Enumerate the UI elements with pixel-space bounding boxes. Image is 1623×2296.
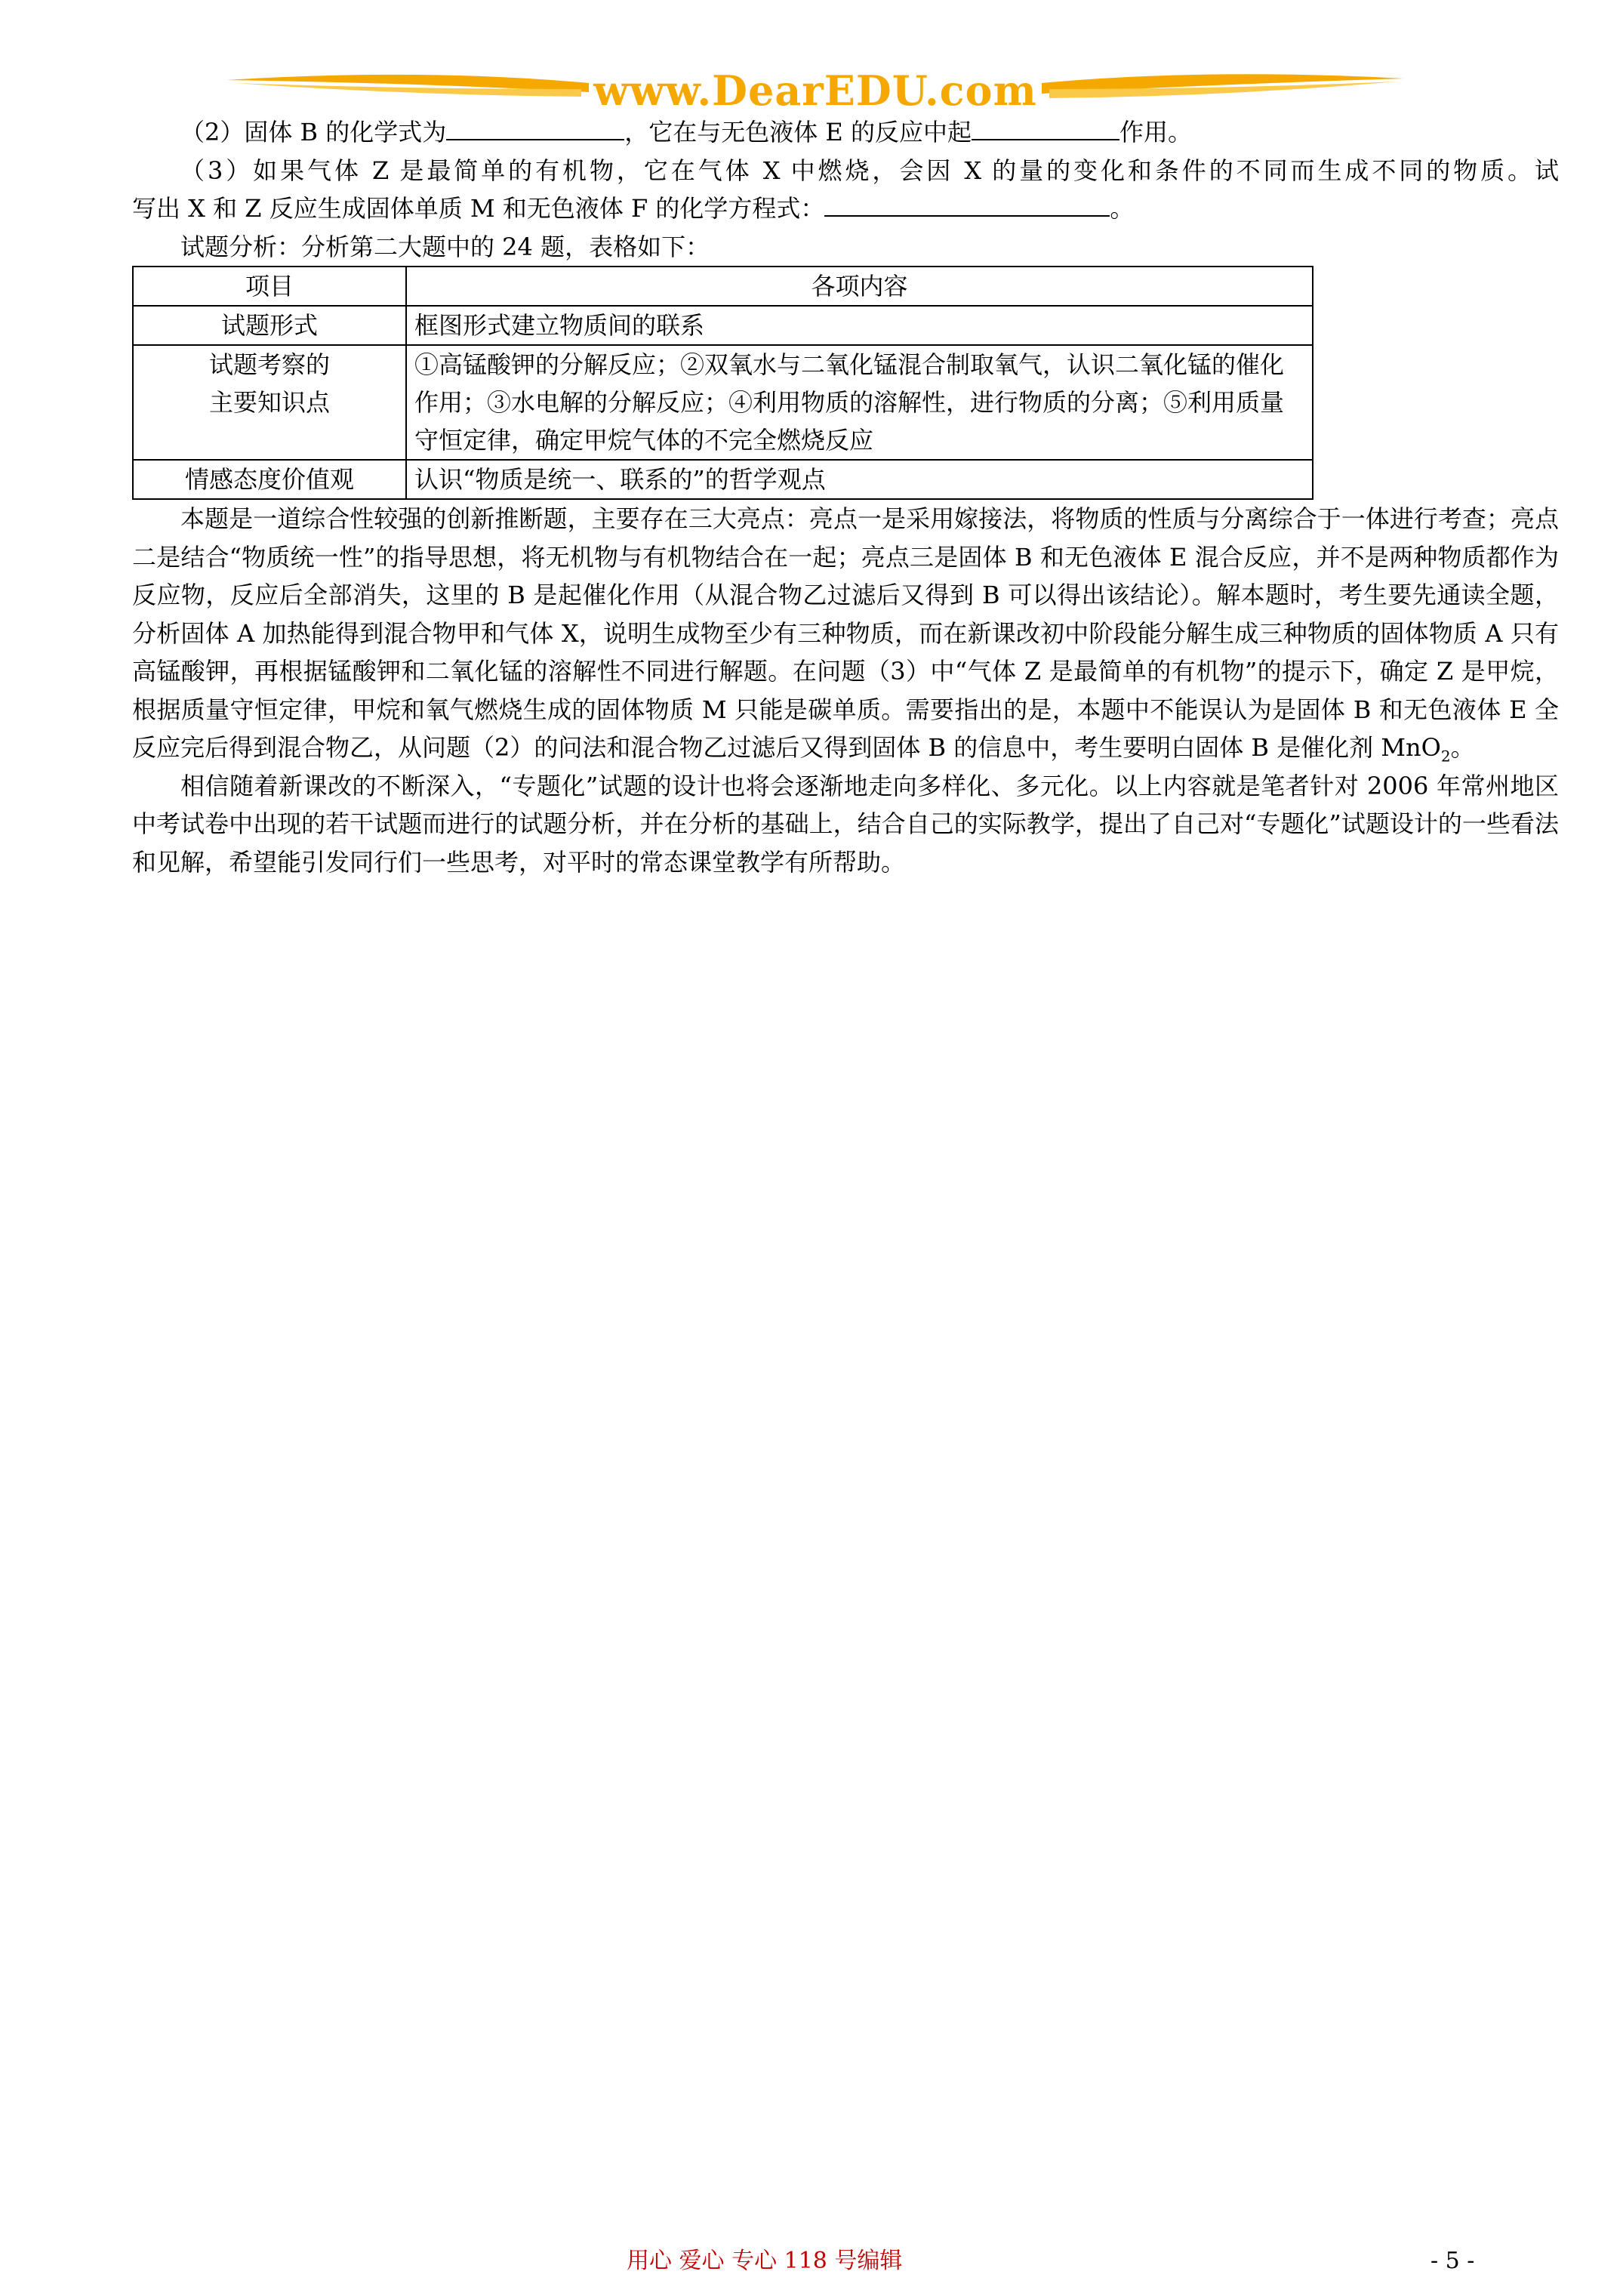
table-cell-label-line2: 主要知识点	[208, 388, 330, 417]
table-cell-content: 框图形式建立物质间的联系	[406, 306, 1313, 345]
q2-text-1: （2）固体 B 的化学式为	[180, 118, 447, 146]
para1-end: 。	[1450, 733, 1475, 762]
table-row	[133, 345, 1313, 460]
table-row	[133, 306, 1313, 345]
table-header-content: 各项内容	[406, 267, 1313, 306]
table-cell-content: 认识“物质是统一、联系的”的哲学观点	[406, 460, 1313, 499]
table-header-item: 项目	[133, 267, 406, 306]
question-2	[132, 113, 1559, 152]
q3-text-2: 写出 X 和 Z 反应生成固体单质 M 和无色液体 F 的化学方程式：	[132, 194, 825, 223]
analysis-intro: 试题分析：分析第二大题中的 24 题，表格如下：	[180, 232, 710, 261]
table-cell-label: 试题形式	[133, 306, 406, 345]
answer-blank-1	[446, 138, 624, 140]
answer-blank-3	[824, 214, 1110, 217]
q3-text-1: （3）如果气体 Z 是最简单的有机物，它在气体 X 中燃烧，会因 X 的量的变化和条件的不同而生成不同的物质。试	[180, 156, 1559, 185]
question-3-line1	[132, 152, 1559, 190]
page-footer	[0, 2242, 1623, 2280]
logo-text[interactable]: www.DearEDU.com	[593, 66, 1037, 115]
table-cell-label-line1: 试题考察的	[208, 350, 330, 379]
table-cell-label: 情感态度价值观	[133, 460, 406, 499]
q2-text-2: ，它在与无色液体 E 的反应中起	[624, 118, 972, 146]
header-logo	[226, 66, 1404, 119]
para1-subscript: 2	[1440, 747, 1451, 766]
analysis-paragraph-2: 相信随着新课改的不断深入，“专题化”试题的设计也将会逐渐地走向多样化、多元化。以上内容就是笔者针对 2006 年常州地区中考试卷中出现的若干试题而进行的试题分析，并在分析的基础上，结合自己的实际教学，提出了自己对“专题化”试题设计的一些看法和见解，希望能引发同行们一些思考，对平时的常态课堂教学有所帮助。	[132, 771, 1559, 877]
analysis-paragraph-1	[132, 500, 1559, 767]
q3-text-3: 。	[1110, 194, 1135, 223]
footer-editor-text: 用心 爱心 专心 118 号编辑	[627, 2248, 903, 2274]
table-cell-label	[133, 345, 406, 460]
table-row	[133, 460, 1313, 499]
answer-blank-2	[972, 138, 1119, 140]
question-3-line2	[132, 190, 1559, 228]
para1-text: 本题是一道综合性较强的创新推断题，主要存在三大亮点：亮点一是采用嫁接法，将物质的性质与分离综合于一体进行考查；亮点二是结合“物质统一性”的指导思想，将无机物与有机物结合在一起；亮点三是固体 B 和无色液体 E 混合反应，并不是两种物质都作为反应物，反应后全部消失，这里的 B 是起催化作用（从混合物乙过滤后又得到 B 可以得出该结论）。解本题时，考生要先通读全题，分析固体 A 加热能得到混合物甲和气体 X，说明生成物至少有三种物质，而在新课改初中阶段能分解生成三种物质的固体物质 A 只有高锰酸钾，再根据锰酸钾和二氧化锰的溶解性不同进行解题。在问题（3）中“气体 Z 是最简单的有机物”的提示下，确定 Z 是甲烷，根据质量守恒定律，甲烷和氧气燃烧生成的固体物质 M 只能是碳单质。需要指出的是，本题中不能误认为是固体 B 和无色液体 E 全反应完后得到混合物乙，从问题（2）的问法和混合物乙过滤后又得到固体 B 的信息中，考生要明白固体 B 是催化剂 MnO	[132, 504, 1559, 762]
document-body	[132, 113, 1559, 881]
page-number: - 5 -	[1431, 2248, 1475, 2274]
q2-text-3: 作用。	[1119, 118, 1192, 146]
analysis-table	[132, 266, 1313, 500]
table-cell-content: ①高锰酸钾的分解反应；②双氧水与二氧化锰混合制取氧气，认识二氧化锰的催化作用；③水电解的分解反应；④利用物质的溶解性，进行物质的分离；⑤利用质量守恒定律，确定甲烷气体的不完全燃烧反应	[406, 345, 1313, 460]
table-header-row	[133, 267, 1313, 306]
